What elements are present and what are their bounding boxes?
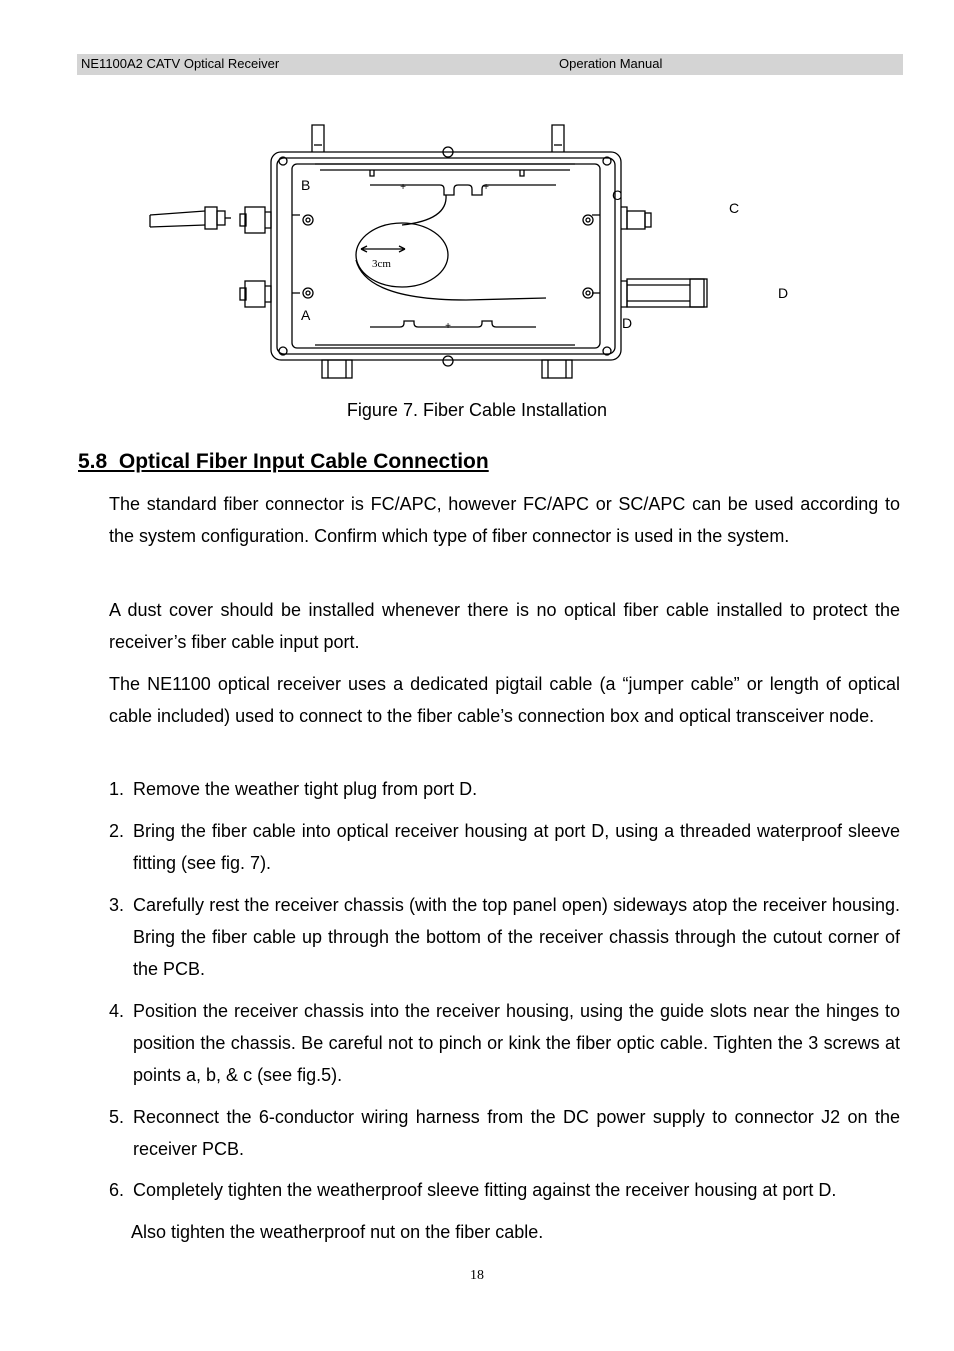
label-port-d-inner: D <box>622 315 633 331</box>
figure-caption: Figure 7. Fiber Cable Installation <box>346 400 608 420</box>
step-item <box>109 1101 900 1165</box>
step-number: 4. <box>109 1001 125 1021</box>
label-port-c-inner: C <box>612 187 623 203</box>
step-text: Remove the weather tight plug from port D. <box>133 779 478 799</box>
step-number: 3. <box>109 895 125 915</box>
svg-text:+: + <box>445 321 451 332</box>
step-item <box>109 773 900 805</box>
paragraph-dust-cover: A dust cover should be installed whenever there is no optical fiber cable installed to protect the receiver’s fiber cable input port. <box>109 600 900 652</box>
step-number: 2. <box>109 821 125 841</box>
label-point-a: A <box>301 307 311 323</box>
page-number: 18 <box>470 1268 484 1283</box>
label-point-b: B <box>301 177 311 193</box>
step-text: Carefully rest the receiver chassis (with the top panel open) sideways atop the receiver housing. Bring the fiber cable up through the bottom of the receiver chassis through the cutout corner of the PCB. <box>133 895 900 979</box>
step-item <box>109 889 900 985</box>
label-port-d-outer: D <box>778 285 789 301</box>
step-item <box>109 1174 900 1206</box>
fiber-cable-installation-figure <box>140 115 820 390</box>
page-header <box>77 54 903 75</box>
paragraph-connector-type: The standard fiber connector is FC/APC, however FC/APC or SC/APC can be used according to the system configuration. Confirm which type of fiber connector is used in the system. <box>109 494 900 546</box>
step-text: Bring the fiber cable into optical receiver housing at port D, using a threaded waterproof sleeve fitting (see fig. 7). <box>133 821 900 873</box>
step-text: Reconnect the 6-conductor wiring harness from the DC power supply to connector J2 on the receiver PCB. <box>133 1107 900 1159</box>
header-product-name: NE1100A2 CATV Optical Receiver <box>81 56 280 71</box>
closing-note: Also tighten the weatherproof nut on the fiber cable. <box>131 1222 544 1242</box>
svg-text:+: + <box>483 182 489 193</box>
step-text: Position the receiver chassis into the receiver housing, using the guide slots near the hinges to position the chassis. Be careful not to pinch or kink the fiber optic cable. Tighten the 3 screws at points a, b, & c (see fig.5). <box>133 1001 900 1085</box>
step-item <box>109 815 900 879</box>
housing-drawing <box>140 115 820 390</box>
svg-text:+: + <box>400 182 406 193</box>
step-text: Completely tighten the weatherproof sleeve fitting against the receiver housing at port D. <box>133 1180 837 1200</box>
step-item <box>109 995 900 1091</box>
paragraph-pigtail: The NE1100 optical receiver uses a dedicated pigtail cable (a “jumper cable” or length of optical cable included) used to connect to the fiber cable’s connection box and optical transceiver node. <box>109 674 900 726</box>
label-dimension: 3cm <box>372 258 391 270</box>
step-number: 1. <box>109 779 125 799</box>
header-doc-type: Operation Manual <box>559 56 663 71</box>
section-heading: 5.8 Optical Fiber Input Cable Connection <box>78 450 489 473</box>
step-number: 5. <box>109 1107 125 1127</box>
step-number: 6. <box>109 1180 125 1200</box>
label-port-c-outer: C <box>729 200 740 216</box>
